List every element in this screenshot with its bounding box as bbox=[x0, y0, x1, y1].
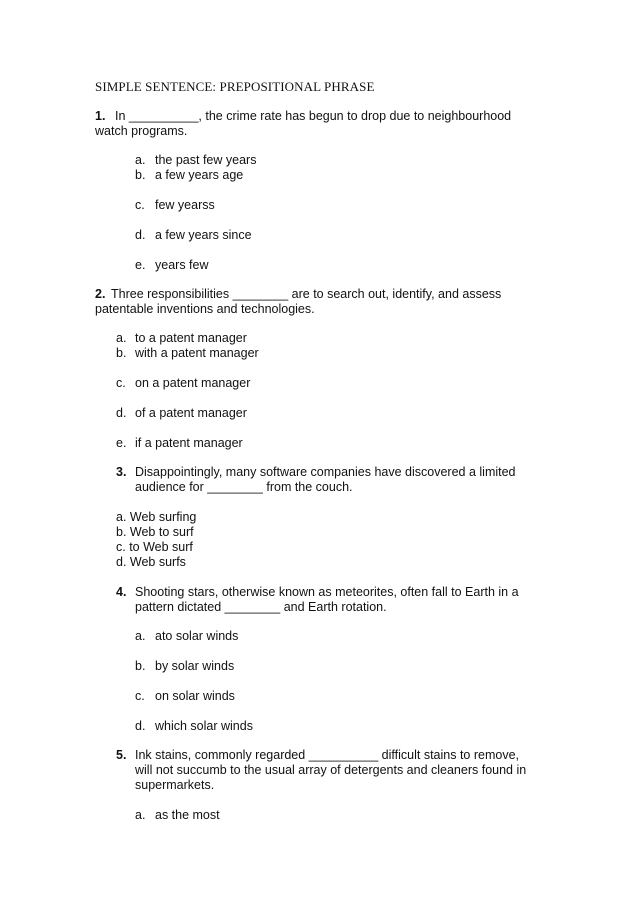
q1-line2: watch programs. bbox=[95, 124, 188, 138]
q1-option-b: a few years age bbox=[155, 168, 244, 182]
q4-option-a-label: a. bbox=[135, 629, 146, 643]
q1-option-c-label: c. bbox=[135, 198, 145, 212]
q2-number: 2. bbox=[95, 287, 106, 301]
q2-option-b-label: b. bbox=[116, 346, 127, 360]
q5-option-a-label: a. bbox=[135, 808, 146, 822]
q3-option-c: c. to Web surf bbox=[116, 540, 193, 554]
q1-option-b-label: b. bbox=[135, 168, 146, 182]
q5-line2: will not succumb to the usual array of detergents and cleaners found in bbox=[135, 763, 527, 777]
q5-line3: supermarkets. bbox=[135, 778, 215, 792]
q4-option-c: on solar winds bbox=[155, 689, 235, 703]
q1-option-a: the past few years bbox=[155, 153, 257, 167]
q4-option-b: by solar winds bbox=[155, 659, 235, 673]
q3-number: 3. bbox=[116, 465, 127, 479]
q4-option-c-label: c. bbox=[135, 689, 145, 703]
q2-option-b: with a patent manager bbox=[135, 346, 259, 360]
q1-option-d-label: d. bbox=[135, 228, 146, 242]
q1-option-e-label: e. bbox=[135, 258, 146, 272]
q2-option-a: to a patent manager bbox=[135, 331, 247, 345]
q3-option-b: b. Web to surf bbox=[116, 525, 194, 539]
q4-line1: Shooting stars, otherwise known as meteorites, often fall to Earth in a bbox=[135, 585, 519, 599]
q2-line1: Three responsibilities ________ are to search out, identify, and assess bbox=[111, 287, 502, 301]
q4-option-b-label: b. bbox=[135, 659, 146, 673]
q4-option-d: which solar winds bbox=[155, 719, 253, 733]
q5-line1: Ink stains, commonly regarded __________ difficult stains to remove, bbox=[135, 748, 520, 762]
q2-option-d: of a patent manager bbox=[135, 406, 247, 420]
q2-line2: patentable inventions and technologies. bbox=[95, 302, 315, 316]
q1-line1: In __________, the crime rate has begun to drop due to neighbourhood bbox=[115, 109, 512, 123]
q3-option-a: a. Web surfing bbox=[116, 510, 197, 524]
q3-line1: Disappointingly, many software companies have discovered a limited bbox=[135, 465, 516, 479]
q4-number: 4. bbox=[116, 585, 127, 599]
q3-line2: audience for ________ from the couch. bbox=[135, 480, 353, 494]
q5-number: 5. bbox=[116, 748, 127, 762]
q4-option-a: ato solar winds bbox=[155, 629, 239, 643]
q2-option-d-label: d. bbox=[116, 406, 127, 420]
q1-option-d: a few years since bbox=[155, 228, 252, 242]
q2-option-e-label: e. bbox=[116, 436, 127, 450]
q1-number: 1. bbox=[95, 109, 106, 123]
q2-option-c-label: c. bbox=[116, 376, 126, 390]
q2-option-c: on a patent manager bbox=[135, 376, 251, 390]
q4-option-d-label: d. bbox=[135, 719, 146, 733]
q1-option-c: few yearss bbox=[155, 198, 215, 212]
q1-option-a-label: a. bbox=[135, 153, 146, 167]
q4-line2: pattern dictated ________ and Earth rotation. bbox=[135, 600, 387, 614]
q1-option-e: years few bbox=[155, 258, 209, 272]
page-title: SIMPLE SENTENCE: PREPOSITIONAL PHRASE bbox=[95, 79, 375, 94]
q2-option-e: if a patent manager bbox=[135, 436, 243, 450]
q2-option-a-label: a. bbox=[116, 331, 127, 345]
q5-option-a: as the most bbox=[155, 808, 220, 822]
q3-option-d: d. Web surfs bbox=[116, 555, 186, 569]
